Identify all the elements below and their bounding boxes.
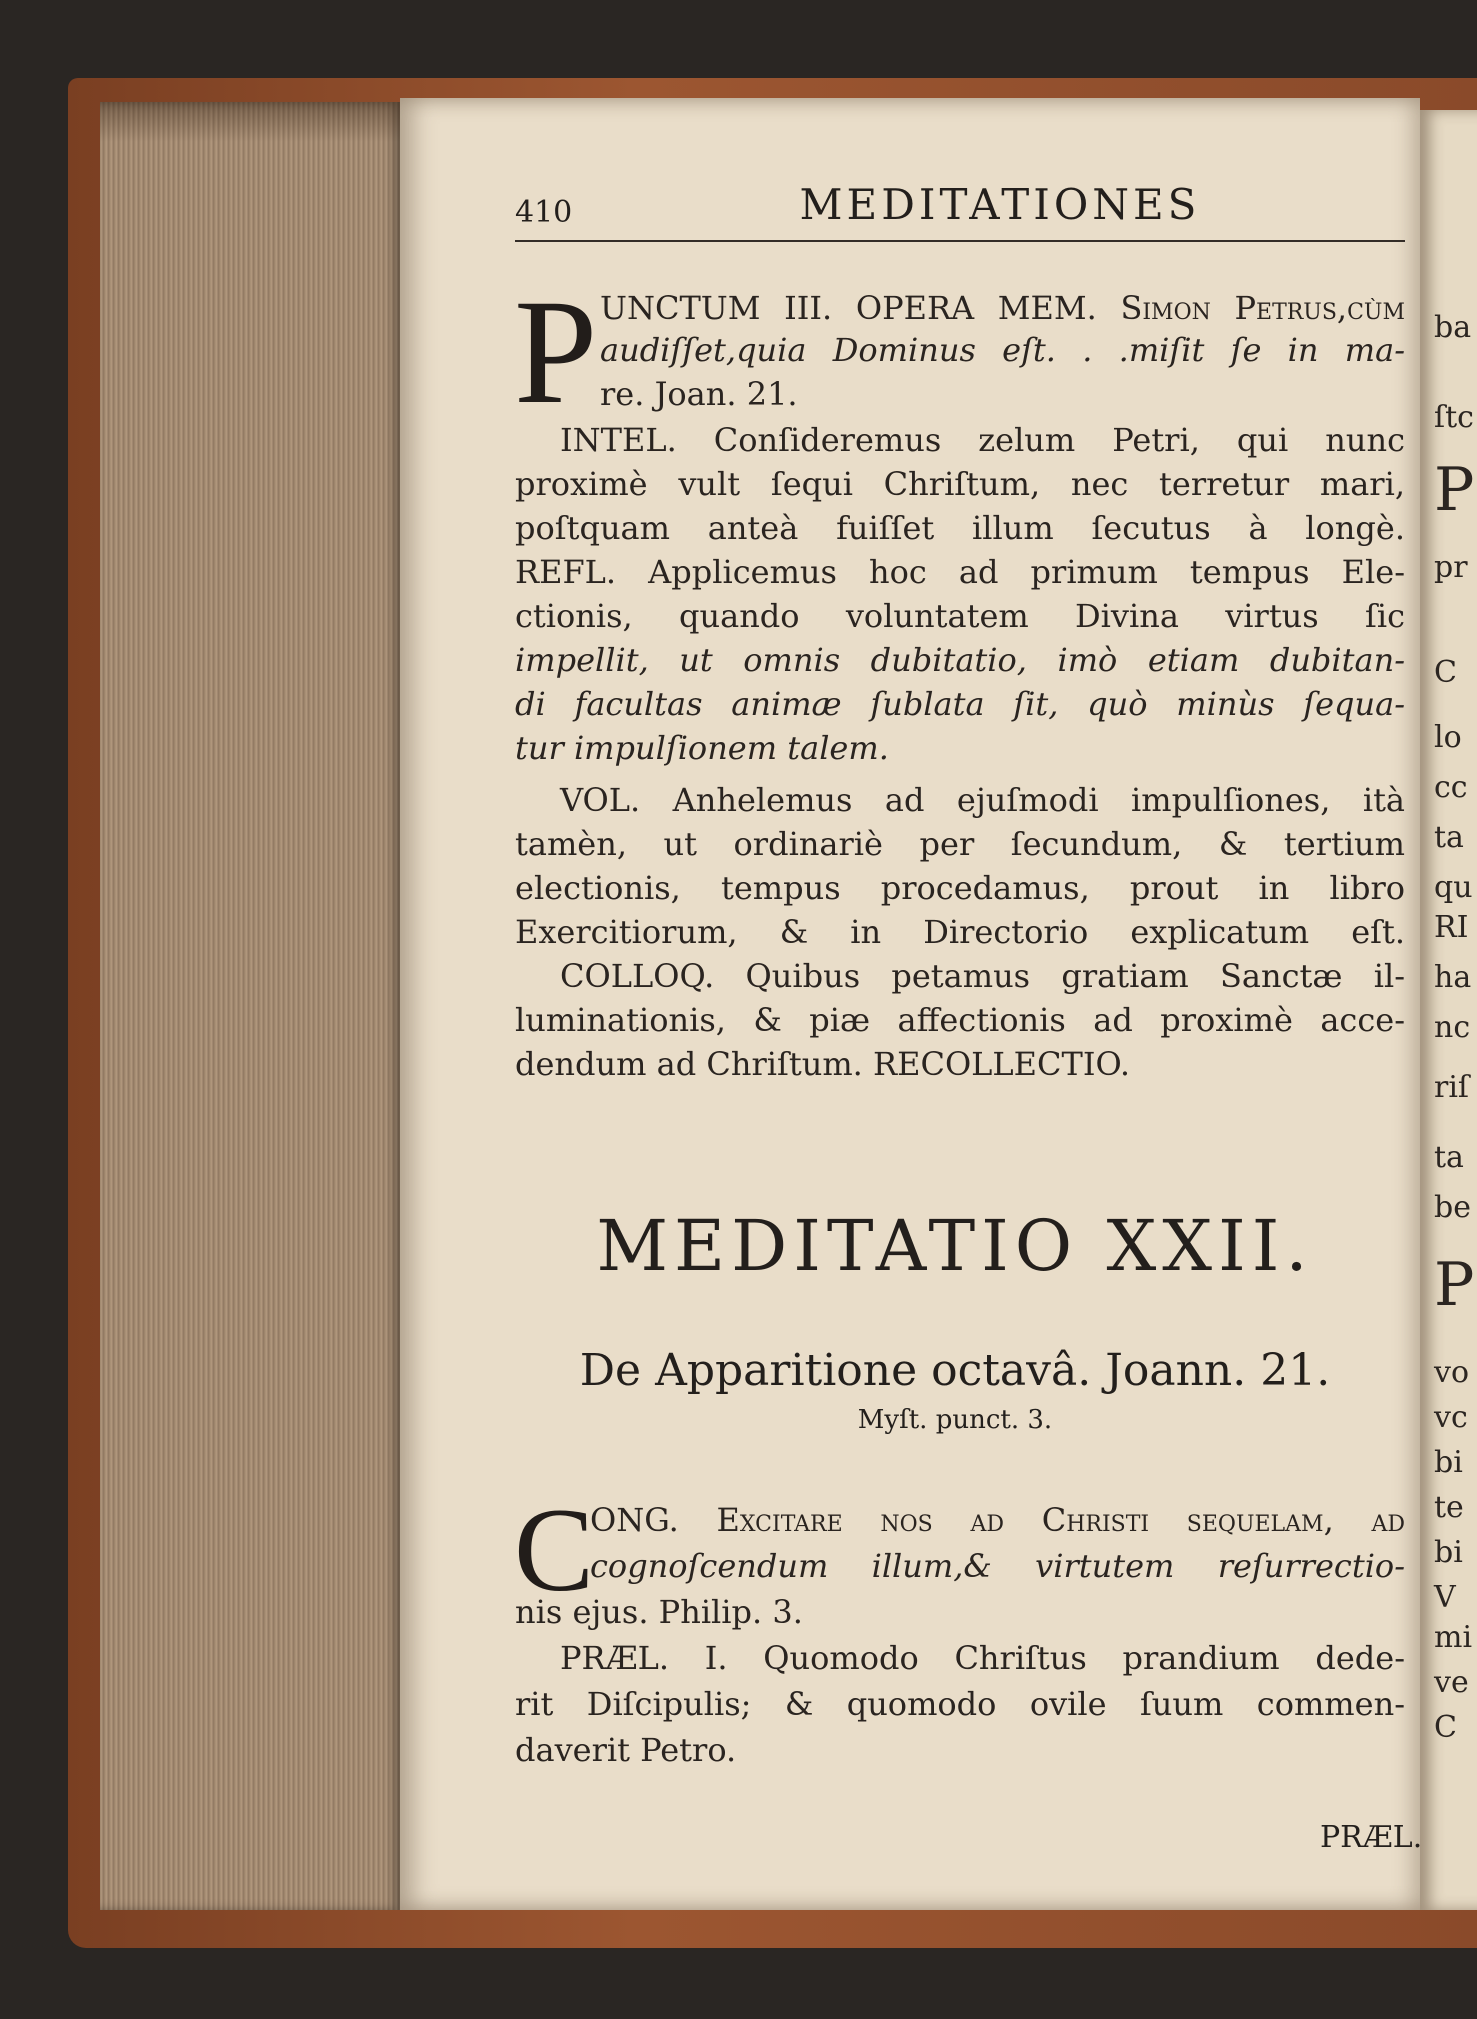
next-page-fragment: lo [1434,720,1462,755]
meditation-reference: Myſt. punct. 3. [857,1405,1053,1435]
text-line: poſtquam anteà fuiſſet illum ſecutus à longè. [515,509,1405,547]
text-line: di facultas animæ ſublata ſit, quò minùs ſequa- [515,685,1405,723]
next-page-fragment: RI [1434,910,1469,945]
next-page-fragment: bi [1434,1535,1463,1570]
text-line: daverit Petro. [515,1731,737,1769]
meditation-subtitle: De Apparitione octavâ. Joann. 21. [579,1345,1331,1396]
next-page-fragment: ſtc [1434,400,1474,435]
next-page-fragment: be [1434,1190,1471,1225]
text-line: ctionis, quando voluntatem Divina virtus ſic [515,597,1405,635]
next-page-fragment: qu [1434,870,1473,905]
running-title: MEDITATIONES [799,180,1201,229]
text-line: REFL. Applicemus hoc ad primum tempus Ele- [515,553,1405,591]
next-page-fragment: cc [1434,770,1468,805]
next-page-fragment: P [1434,455,1475,525]
next-page-edge [1420,110,1477,1910]
text-line: tur impulſionem talem. [515,729,889,767]
text-line: proximè vult ſequi Chriſtum, nec terretur mari, [515,465,1405,503]
next-page-fragment: ve [1434,1665,1469,1700]
text-line: nis ejus. Philip. 3. [515,1593,803,1631]
next-page-fragment: pr [1434,550,1468,585]
text-line: UNCTUM III. OPERA MEM. Simon Petrus,cùm [600,289,1405,327]
text-line: VOL. Anhelemus ad ejuſmodi impulſiones, ità [560,781,1405,819]
text-line: electionis, tempus procedamus, prout in libro [515,869,1405,907]
next-page-fragment: riſ [1434,1070,1470,1105]
drop-capital: P [514,269,598,435]
header-rule [515,240,1405,242]
next-page-fragment: P [1434,1250,1475,1320]
next-page-fragment: ta [1434,820,1464,855]
text-line: re. Joan. 21. [600,375,798,413]
next-page-fragment: C [1434,655,1457,690]
next-page-fragment: mi [1434,1620,1473,1655]
text-line: Exercitiorum, & in Directorio explicatum eſt. [515,913,1405,951]
text-line: rit Diſcipulis; & quomodo ovile ſuum commen- [515,1685,1405,1723]
text-line: luminationis, & piæ affectionis ad proximè acce- [515,1001,1405,1039]
next-page-fragment: ha [1434,960,1472,995]
meditation-title: MEDITATIO XXII. [596,1205,1314,1287]
next-page-fragment: V [1434,1580,1456,1615]
page-edges [100,102,400,1910]
catchword: PRÆL. [1320,1820,1423,1855]
text-line: impellit, ut omnis dubitatio, imò etiam dubitan- [515,641,1405,679]
text-line: ONG. Excitare nos ad Chriſti ſequelam, ad [590,1501,1405,1539]
text-line: PRÆL. I. Quomodo Chriſtus prandium dede- [560,1639,1405,1677]
next-page-fragment: ba [1434,310,1472,345]
text-line: dendum ad Chriſtum. RECOLLECTIO. [515,1045,1131,1083]
text-line: audiſſet,quia Dominus eſt. . .miſit ſe in ma- [600,331,1405,369]
page-number: 410 [515,195,573,230]
next-page-fragment: vc [1434,1400,1468,1435]
next-page-fragment: bi [1434,1445,1463,1480]
next-page-fragment: vo [1434,1355,1470,1390]
drop-capital-2: C [514,1483,595,1616]
next-page-fragment: nc [1434,1010,1471,1045]
text-line: INTEL. Conſideremus zelum Petri, qui nunc [560,421,1405,459]
next-page-fragment: ta [1434,1140,1464,1175]
page-edges-shadow [100,102,400,142]
text-line: cognoſcendum illum,& virtutem reſurrectio- [590,1547,1405,1585]
next-page-fragment: te [1434,1490,1464,1525]
text-line: tamèn, ut ordinariè per ſecundum, & tertium [515,825,1405,863]
next-page-fragment: C [1434,1710,1457,1745]
text-line: COLLOQ. Quibus petamus gratiam Sanctæ il- [560,957,1405,995]
